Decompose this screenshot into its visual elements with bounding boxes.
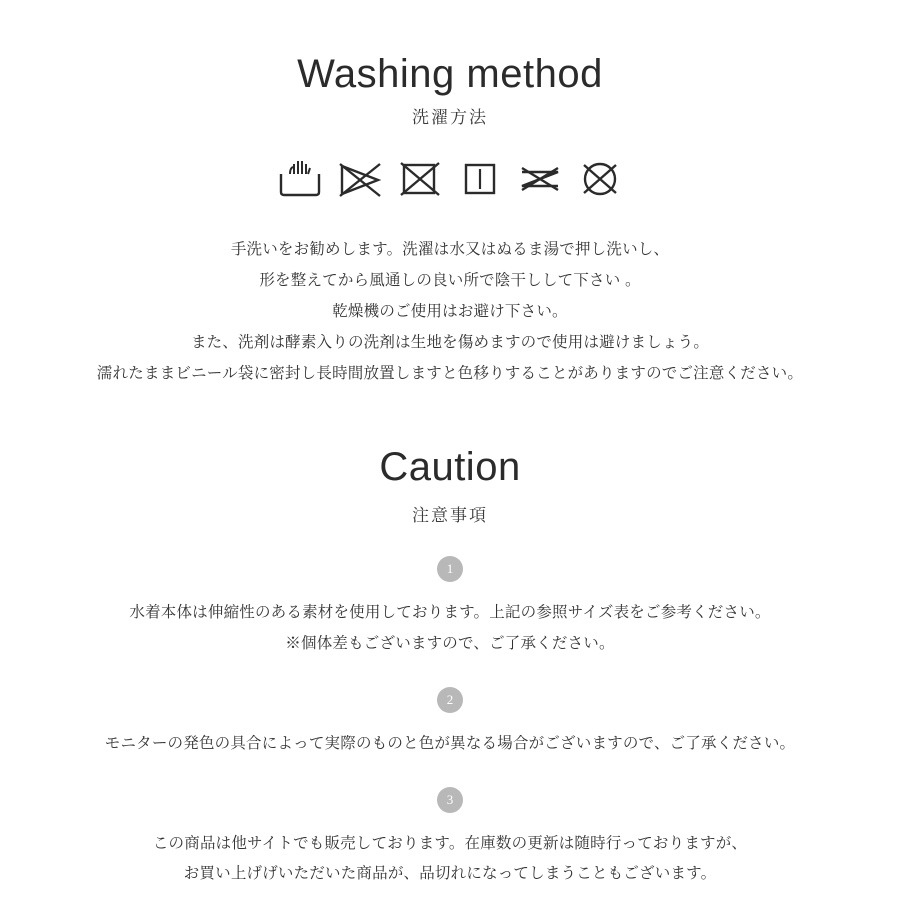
caution-note-text (0, 598, 900, 658)
caution-section (0, 445, 900, 889)
caution-note (0, 687, 900, 759)
caution-note-text (0, 829, 900, 889)
note-number-badge: 2 (437, 687, 463, 713)
no-bleach-symbol (336, 158, 384, 200)
washing-method-section (0, 0, 900, 389)
caution-note (0, 556, 900, 658)
caution-note (0, 787, 900, 889)
caution-title-en: Caution (379, 445, 521, 490)
caution-line: 水着本体は伸縮性のある素材を使用しております。上記の参照サイズ表をご参考ください。 (129, 604, 771, 622)
washing-method-description (0, 234, 900, 389)
washing-line: また、洗剤は酵素入りの洗剤は生地を傷めますので使用は避けましょう。 (190, 334, 710, 352)
note-number-badge: 1 (437, 556, 463, 582)
washing-line: 乾燥機のご使用はお避け下さい。 (332, 303, 568, 321)
note-number-badge: 3 (437, 787, 463, 813)
washing-line: 手洗いをお勧めします。洗濯は水又はぬるま湯で押し洗いし、 (230, 241, 670, 259)
hand-wash-symbol (276, 158, 324, 200)
caution-line: この商品は他サイトでも販売しております。在庫数の更新は随時行っておりますが、 (152, 835, 748, 853)
caution-line: ※個体差もございますので、ご了承ください。 (285, 634, 615, 652)
care-symbols-row (0, 158, 900, 200)
washing-method-title-en: Washing method (297, 52, 603, 96)
caution-note-text (0, 729, 900, 759)
caution-line: モニターの発色の具合によって実際のものと色が異なる場合がございますので、ご了承ください。 (104, 734, 796, 752)
washing-method-title-jp: 洗濯方法 (412, 108, 488, 127)
washing-line: 濡れたままビニール袋に密封し長時間放置しますと色移りすることがありますのでご注意ください。 (96, 365, 804, 383)
caution-line: お買い上げげいただいた商品が、品切れになってしまうこともございます。 (183, 865, 717, 883)
washing-line: 形を整えてから風通しの良い所で陰干しして下さい 。 (259, 272, 641, 290)
caution-title-jp: 注意事項 (412, 506, 488, 526)
no-iron-symbol (396, 158, 444, 200)
tumble-dry-symbol (456, 158, 504, 200)
no-wring-symbol (516, 158, 564, 200)
no-dry-clean-symbol (576, 158, 624, 200)
